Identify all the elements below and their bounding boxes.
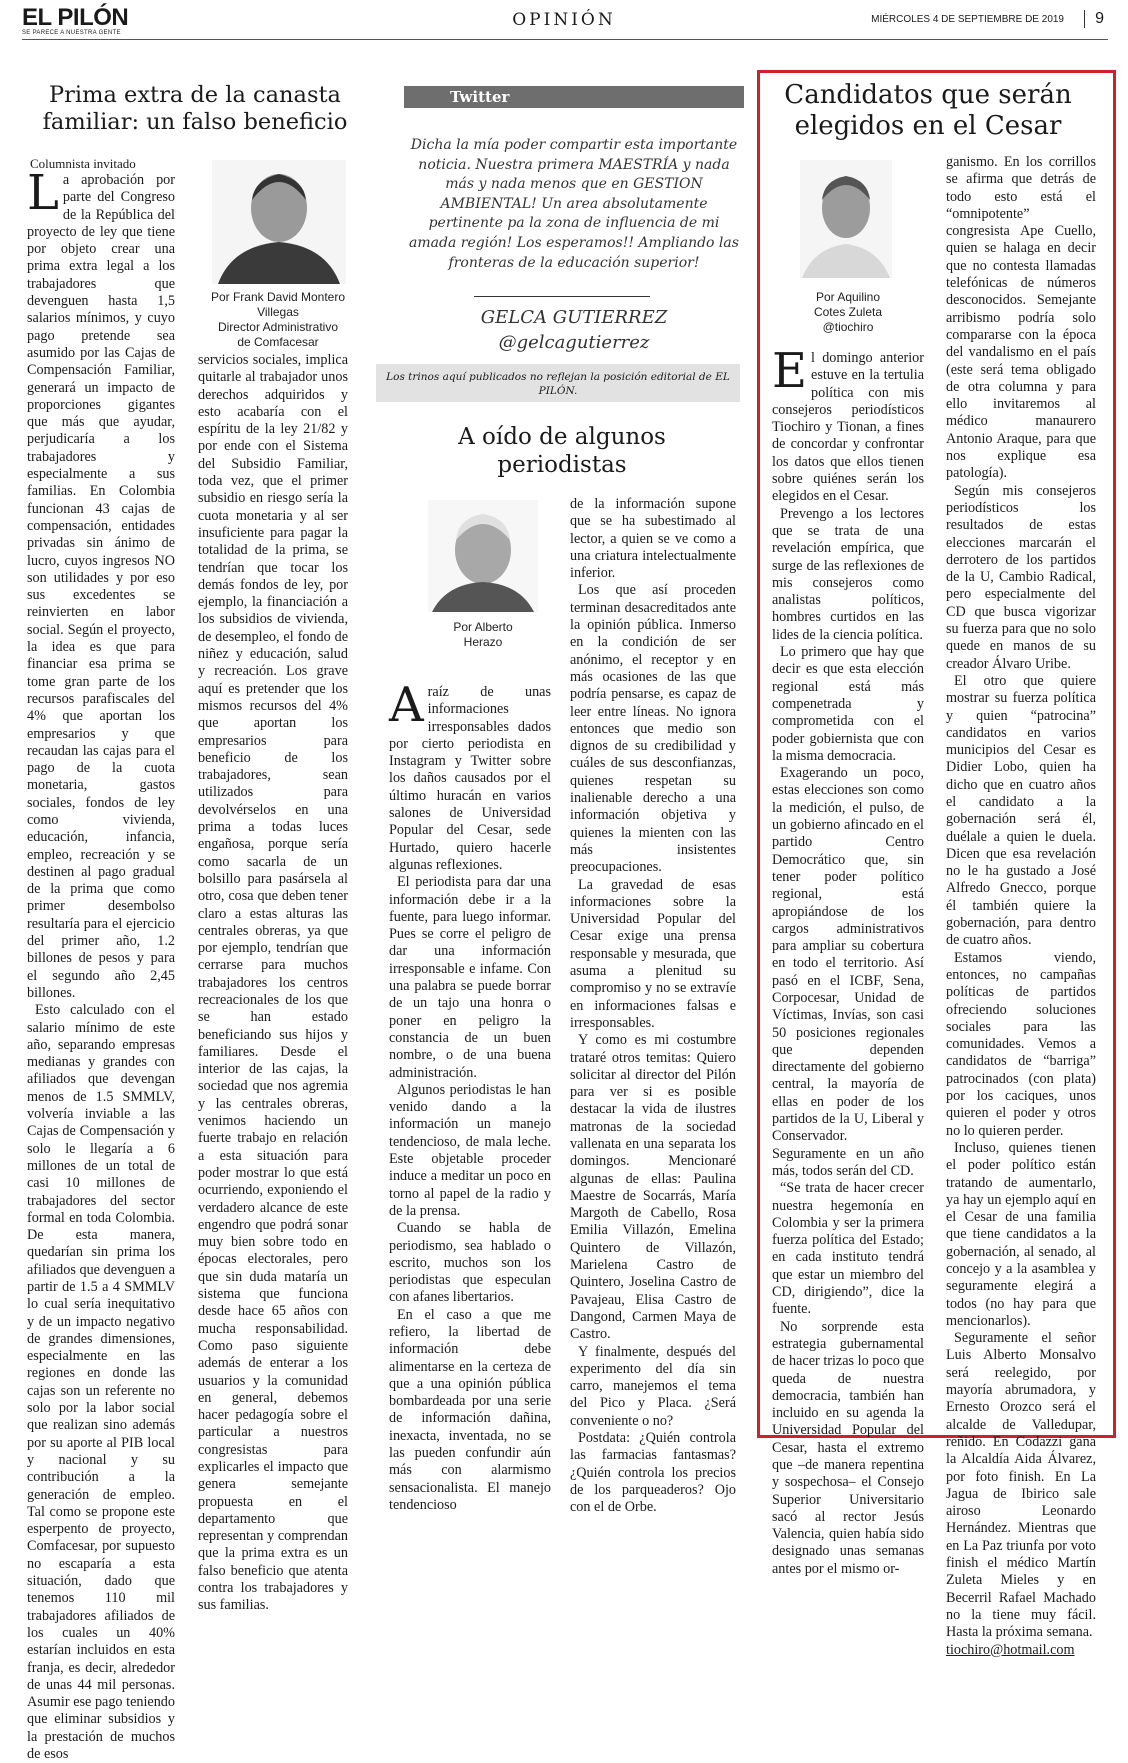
article2-paragraph: de la información supone que se ha subestimado al lector, a quien se ve como a una criatura intelectualmente inferior. (570, 496, 736, 582)
byline-line: Cotes Zuleta (813, 305, 883, 319)
page-number: 9 (1084, 10, 1104, 28)
article3-headline: Candidatos que serán elegidos en el Cesar (784, 80, 1072, 142)
article2-paragraph: La gravedad de esas informaciones sobre la Universidad Popular del Cesar exige una prensa responsable y mesurada, que asuma a plenitud su compromiso y no se extravíe en informaciones falsas e irresponsables. (570, 876, 736, 1031)
byline-line: Por Aquilino (815, 290, 881, 304)
author-photo-herazo (428, 500, 538, 612)
article2-column-1 (389, 677, 551, 1513)
article3-paragraph: No sorprende esta estrategia gubernamental de hacer trizas lo poco que queda de nuestra democracia, también han incluido en su agenda la Universidad Popular del Cesar, hasta el extremo que –de manera repentina y sospechosa– el Consejo Superior Universitario sacó al rector Jesús Valencia, quien había sido designado unas semanas antes por el mismo or- (772, 1318, 924, 1577)
article3-paragraph: Seguramente el señor Luis Alberto Monsalvo será reelegido, por mayoría abrumadora, y Ernesto Orozco será el alcalde de Valledupar, reñido. En Codazzi gana la Alcaldía Aida Álvarez, por foto finish. En La Jagua de Ibirico sale airoso Leonardo Hernández. Mientras que en La Paz triunfa por voto finish el médico Martín Zuleta Mieles y en Becerril Rafael Machado no la tiene muy fácil. Hasta la próxima semana. (946, 1330, 1096, 1641)
article1-byline (198, 290, 358, 350)
byline-line: @tiochiro (822, 320, 874, 334)
article2-headline: A oído de algunos periodistas (458, 424, 666, 478)
article2-paragraph: Postdata: ¿Quién controla las farmacias fantasmas? ¿Quién controla los precios de los parqueaderos? Ojo con el de Orbe. (570, 1430, 736, 1516)
article3-paragraph: ganismo. En los corrillos se afirma que detrás de todo esto está el “omnipotente” congresista Ape Cuello, quien se halaga en decir que no contesta llamadas telefónicas de números desconocidos. Semejante arribismo podría solo compararse con la época del vandalismo en el país (este será tema obligado de otra columna y para ello invitaremos al médico manaurero Antonio Araque, para que nos explique esa patología). (946, 154, 1096, 482)
article2-paragraph: Los que así proceden terminan desacreditados ante la opinión pública. Inmerso en la condición de ser anónimo, el receptor y en más ocasiones de las que podría pensarse, es capaz de leer entre líneas. No ignora entonces que medio son dignos de su credibilidad y cuáles de sus desconfianzas, quienes respetan su inalienable derecho a una información objetiva y quienes la mienten con las más insistentes preocupaciones. (570, 582, 736, 876)
article3-paragraph: Lo primero que hay que decir es que esta elección regional está más compenetrada y comprometida con el poder gobiernista que con la misma democracia. (772, 644, 924, 764)
byline-line: Director Administrativo (217, 320, 339, 334)
article3-paragraph: El otro que quiere mostrar su fuerza política y quien “patrocina” candidatos en varios municipios del Cesar es Didier Lobo, quien ha dicho que en cuatro años el candidato a la gobernación será él, duélale a quien le duela. Dicen que esa revelación no le ha gustado a José Alfredo Gnecco, porque él también quiere la gobernación, para dentro de cuatro años. (946, 672, 1096, 949)
article3-paragraph: Prevengo a los lectores que se trata de una revelación empírica, que surge de las reflexiones de mis consejeros como analistas políticos, hombres curtidos en las lides de la ciencia política. (772, 505, 924, 643)
tweet-text: Dicha la mía poder compartir esta importante noticia. Nuestra primera MAESTRÍA y nada más y nada menos que en GESTION AMBIENTAL! Un area absolutamente pertinente pa la zona de influencia de mi amada región! Los esperamos!! Ampliando las fronteras de la educación superior! (409, 137, 739, 271)
tweet-author-name: GELCA GUTIERREZ (480, 307, 668, 328)
article2-paragraph: Y finalmente, después del experimento del día sin carro, manejemos el tema del Pico y Placa. ¿Será conveniente o no? (570, 1343, 736, 1429)
article3-paragraph: “Se trata de hacer crecer nuestra hegemonía en Colombia y ser la primera fuerza política del Estado; en cada instituto tendrá que estar un miembro del CD, dirigiendo”, dice la fuente. (772, 1180, 924, 1318)
article1-paragraph: La aprobación por parte del Congreso de la República del proyecto de ley que tiene por objeto crear una prima extra legal a los trabajadores que devenguen hasta 1,5 salarios mínimos, y cuyo pago pretende sea asumido por las Cajas de Compensación Familiar, generará un impacto de proporciones gigantes que más que ayudar, perjudicaría a los trabajadores y especialmente a sus familias. En Colombia funcionan 43 cajas de compensación, entidades privadas sin ánimo de lucro, cuyos ingresos NO son utilidades y por eso sus excedentes se reinvierten en labor social. Según el proyecto, la idea es que para financiar esa prima se tome gran parte de los recursos parafiscales del 4% que aportan los empresarios y que recaudan las cajas para el pago de la cuota monetaria, gastos sociales, fondos de ley como vivienda, educación, infancia, empleo, recreación y se destinen al pago gradual de la prima que como primer desembolso resultaría para el ejercicio del primer año, 1.2 billones de pesos y para el segundo año 2,45 billones. (27, 165, 175, 1001)
article1-headline: Prima extra de la canasta familiar: un falso beneficio (42, 82, 348, 135)
article2-byline (418, 620, 548, 650)
article2-dropcap: A (389, 677, 424, 733)
article1-kicker: Columnista invitado (30, 156, 136, 171)
author-photo-montero (212, 160, 346, 284)
article2-paragraph: Cuando se habla de periodismo, sea hablado o escrito, muchos son los periodistas que especulan con afanes libertarios. (389, 1220, 551, 1306)
byline-line: Herazo (463, 635, 503, 649)
article3-paragraph: Incluso, quienes tienen el poder político están tratando de aumentarlo, ya hay un ejemplo aquí en el Cesar de una familia que tiene candidatos a la gobernación, al senado, al concejo y a la asamblea y seguramente elegirá a todos (no hay para que mencionarlos). (946, 1139, 1096, 1329)
section-title: OPINIÓN (512, 10, 616, 30)
masthead-tagline: SE PARECE A NUESTRA GENTE (22, 30, 121, 36)
twitter-disclaimer: Los trinos aquí publicados no reflejan la posición editorial de EL PILÓN. (376, 364, 740, 402)
article3-paragraph: Según mis consejeros periodísticos los resultados de estas elecciones marcarán el derrotero de los partidos de la U, Cambio Radical, pero especialmente del CD que busca vigorizar su fuerza para que no solo quede en manos de su creador Álvaro Uribe. (946, 482, 1096, 672)
article3-column-1 (772, 343, 924, 1577)
tweet-author-handle[interactable]: @gelcagutierrez (498, 332, 650, 353)
byline-line: Por Frank David Montero (210, 290, 346, 304)
author-photo-cotes (800, 160, 892, 278)
article3-byline (786, 290, 910, 335)
masthead-logo: EL PILÓN (22, 4, 129, 31)
article2-paragraph: En el caso a que me refiero, la libertad de información debe alimentarse en la certeza de que a una opinión pública bombardeada por una serie de información dañina, inexacta, inventada, no se las pueden confundir aún más con alarmismo sensacionalista. El manejo tendencioso (389, 1306, 551, 1513)
header-rule (22, 39, 1108, 40)
article1-column-2 (198, 352, 348, 1614)
article2-column-2 (570, 496, 736, 1516)
article3-paragraph: Estamos viendo, entonces, no campañas políticas de partidos ofreciendo soluciones sociales para las comunidades. Vemos a candidatos de “barriga” patrocinados (con plata) por los caciques, unos quieren el poder y otros no lo quieren perder. (946, 949, 1096, 1139)
article2-paragraph: Algunos periodistas le han venido dando a la información un manejo tendencioso, de mala leche. Este objetable proceder induce a meditar un poco en torno al papel de la radio y de la prensa. (389, 1081, 551, 1219)
article3-column-2 (946, 154, 1096, 1658)
issue-date: MIÉRCOLES 4 DE SEPTIEMBRE DE 2019 (871, 14, 1064, 25)
article2-paragraph: El periodista para dar una información debe ir a la fuente, para luego informar. Pues se corre el peligro de dar una información irresponsable e infame. Con una palabra se puede borrar de un tajo una honra o poner en peligro la constancia de un buen nombre, o de una buena administración. (389, 874, 551, 1081)
article1-column-1 (27, 165, 175, 1763)
article2-paragraph: Araíz de unas informaciones irresponsables dados por cierto periodista en Instagram y Twitter sobre los daños causados por el último huracán en varios salones de Universidad Popular del Cesar, sede Hurtado, quiero hacerle algunas reflexiones. (389, 677, 551, 873)
byline-line: de Comfacesar (237, 335, 319, 349)
article3-paragraph: Exagerando un poco, estas elecciones son como la medición, el pulso, de un gobierno afincado en el partido Centro Democrático que, sin tener poder político regional, está apropiándose de los cargos administrativos para ampliar su cobertura en todo el territorio. Así pasó en el ICBF, Sena, Corpocesar, Unidad de Víctimas, Invías, son casi 50 posiciones regionales que dependen directamente del gobierno central, la mayoría de ellas en poder de los partidos de la U, Liberal y Conservador. Seguramente en un año más, todos serán del CD. (772, 765, 924, 1179)
tweet-rule (474, 296, 650, 297)
article1-paragraph: servicios sociales, implica quitarle al trabajador unos derechos adquiridos y esto acabaría con el espíritu de la ley 21/82 y por ende con el Sistema del Subsidio Familiar, toda vez, que el primer subsidio en riesgo sería la cuota monetaria y al ser insuficiente para pagar la totalidad de la prima, se tendrían que tocar los demás fondos de ley, por ejemplo, la financiación a los subsidios de vivienda, de desempleo, el fondo de niñez y educación, salud y recreación. Los grave aquí es pretender que los mismos recursos del 4% que aportan los empresarios para beneficio de los trabajadores, sean utilizados para devolvérselos en una prima a todas luces engañosa, porque sería como sacarla de un bolsillo para pasársela al otro, cosa que deben tener claro a estas alturas las centrales obreras, ya que por ejemplo, tendrían que cerrarse para muchos trabajadores los centros recreacionales de los que se han estado beneficiando sus hijos y familiares. Desde el interior de las cajas, la sociedad que nos agremia y las centrales obreras, venimos haciendo un fuerte trabajo en relación a esta situación para poder mostrar lo que está ocurriendo, exponiendo el verdadero alcance de este engendro que podrá sonar muy bien sobre todo en épocas electorales, pero que sin duda mataría un sistema que funciona desde hace 65 años con mucha responsabilidad. Como paso siguiente además de enterar a los usuarios y la comunidad en general, debemos hacer pedagogía sobre el particular a nuestros congresistas para explicarles el impacto que genera semejante propuesta en el departamento que representan y comprendan que la prima extra es un falso beneficio que atenta contra los trabajadores y sus familias. (198, 352, 348, 1614)
article2-paragraph: Y como es mi costumbre trataré otros temitas: Quiero solicitar al director del Pilón para ver si es posible destacar la vida de ilustres matronas de la sociedad vallenata en una separata los domingos. Mencionaré algunas de ellas: Paulina Maestre de Socarrás, María Margoth de Cabello, Rosa Emilia Villazón, Emelina Quintero de Villazón, Marielena Castro de Quintero, Joselina Castro de Pavajeau, Elisa Castro de Dangond, Carmen Maya de Castro. (570, 1032, 736, 1343)
article3-dropcap: E (772, 343, 808, 399)
author-email-link[interactable]: tiochiro@hotmail.com (946, 1641, 1075, 1658)
twitter-label: Twitter (404, 86, 744, 108)
article1-dropcap: L (27, 165, 59, 221)
article3-paragraph: El domingo anterior estuve en la tertulia política con mis consejeros periodísticos Tiochiro y Tionan, a fines de concordar y confrontar los datos que ellos tienen sobre quiénes serán los elegidos en el Cesar. (772, 343, 924, 505)
byline-line: Villegas (257, 305, 299, 319)
byline-line: Por Alberto (453, 620, 513, 634)
article1-paragraph: Esto calculado con el salario mínimo de este año, separando empresas medianas y grandes con afiliados que devengan menos de 1.5 SMMLV, volvería inviable a las Cajas de Compensación y solo le llegaría a 6 millones de un total de casi 10 millones de trabajadores del sector formal en toda Colombia. De esta manera, quedarían sin prima los afiliados que devenguen a partir de 1.5 a 4 SMMLV lo cual sería inequitativo y de un impacto negativo de grandes dimensiones, especialmente en las regiones en donde las cajas son un referente no solo por la labor social que realizan sino además por su aporte al PIB local y nacional y su contribución a la generación de empleo. Tal como se propone este esperpento de proyecto, Comfacesar, por supuesto no escaparía a esta situación, dado que tenemos 110 mil trabajadores afiliados de los cuales un 40% estarían incluidos en esta franja, es decir, alrededor de unas 44 mil personas. Asumir ese pago teniendo que eliminar subsidios y la prestación de muchos de esos (27, 1002, 175, 1763)
